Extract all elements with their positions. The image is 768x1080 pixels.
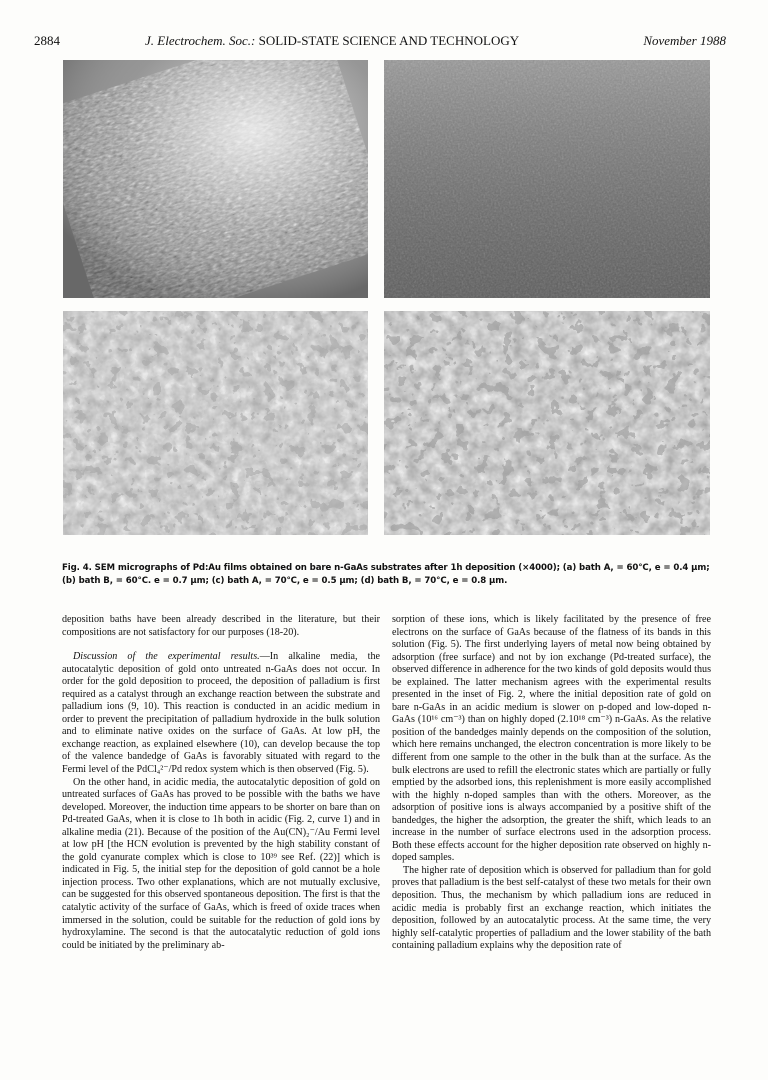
figure-caption: Fig. 4. SEM micrographs of Pd:Au films obtained on bare n-GaAs substrates after 1h deposition (×4000); (a) bath A, = 60°C, e = 0.4 µm; (b) bath B, = 60°C. e = 0.7 µm; (c) bath A, = 70°C, e = 0.5 µm; (d) bath B, = 70°C, e = 0.8 µm. [62, 563, 710, 586]
journal-name: J. Electrochem. Soc.: [145, 33, 256, 48]
paragraph-text: —In alkaline media, the autocatalytic deposition of gold onto untreated n-GaAs does not occur. In order for the gold deposition to proceed, the deposition of palladium is first required as a catalyst through an exchange reaction between the substrate and palladium ions (9, 10). This reaction is conducted in an acidic medium in order to prevent the precipitation of palladium hydroxide in the bulk solution and to eliminate native oxides on the surface of GaAs. At low pH, the exchange reaction, as explained elsewhere (10), can develop because the top of the valence bandedge of GaAs is favorably situated with regard to the Fermi level of the PdCl₄²⁻/Pd redox system which is then observed (Fig. 5). [62, 651, 381, 776]
paragraph: sorption of these ions, which is likely facilitated by the presence of free electrons on the surface of GaAs because of the flatness of its bands in this solution (Fig. 5). The first underlying layers of metal now being obtained by adsorption (free surface) and not by ion exchange (Pd-treated surface), the observed difference in adherence for the two kinds of gold deposits would thus be explained. The latter mechanism agrees with the experimental results presented in the inset of Fig. 2, where the initial deposition rate of gold on bare n-GaAs in an acidic medium is slower on p-doped and low-doped n-GaAs (10¹⁶ cm⁻³) than on highly doped (2.10¹⁸ cm⁻³) n-GaAs. As the relative position of the bandedges mainly depends on the composition of the solution, which here remains unchanged, the electron concentration is more likely to be different from one sample to the other in the bulk than at the surface. As the bulk electrons are used to refill the electronic states which are partially or fully emptied by the adsorbed ions, this replenishment is more easily accomplished with the highly n-doped samples than with the others. Moreover, as the adsorption of positive ions is always accompanied by a positive shift of the bandedges, the higher the adsorption, the greater the shift, which leads to an increase in the number of surface electrons used in the adsorption process. Both these effects account for the higher deposition rate observed on highly n-doped samples. [392, 614, 711, 864]
paragraph: On the other hand, in acidic media, the autocatalytic deposition of gold on untreated surfaces of GaAs has proved to be possible with the baths we have developed. Moreover, the induction time appears to be shorter on bare than on Pd-treated GaAs, when it is close to 1h both in acidic (Fig. 2, curve 1) and in alkaline media (21). Because of the position of the Au(CN)₂⁻/Au Fermi level at low pH [the HCN evolution is prevented by the high stability constant of the gold cyanurate complex which is close to 10³⁹ see Ref. (22)] which is indicated in Fig. 5, the initial step for the deposition of gold cannot be a hole injection process. Two other explanations, which are not mutually exclusive, can be suggested for this observed spontaneous deposition. The first is that the catalytic activity of the surface of GaAs, which is freed of oxide traces when immersed in the solution, could be suitable for the reduction of gold ions by hydroxylamine. The second is that the autocatalytic reduction of gold ions could be initiated by the preliminary ab- [62, 776, 380, 951]
running-header [34, 33, 726, 51]
issue-date: November 1988 [643, 33, 726, 48]
micrograph-b [384, 60, 710, 298]
journal-section: SOLID-STATE SCIENCE AND TECHNOLOGY [258, 33, 520, 48]
micrograph-a [63, 60, 368, 298]
page-number: 2884 [34, 33, 60, 48]
left-column [62, 614, 380, 952]
journal-title [145, 33, 519, 49]
paragraph: The higher rate of deposition which is observed for palladium than for gold proves that palladium is the best self-catalyst of these two metals for their own deposition. Thus, the mechanism by which palladium ions are reduced in acidic media is probably first an exchange reaction, which initiates the deposition, followed by an autocatalytic process. At the same time, the very highly self-catalytic properties of palladium and the lower stability of the bath containing palladium explains why the deposition rate of [392, 864, 711, 952]
paragraph: deposition baths have been already described in the literature, but their compositions are not satisfactory for our purposes (18-20). [62, 614, 380, 638]
micrograph-d [384, 311, 710, 535]
paragraph [62, 651, 380, 776]
right-column [392, 614, 711, 953]
section-runin-heading: Discussion of the experimental results. [73, 651, 260, 663]
micrograph-c [63, 311, 368, 535]
